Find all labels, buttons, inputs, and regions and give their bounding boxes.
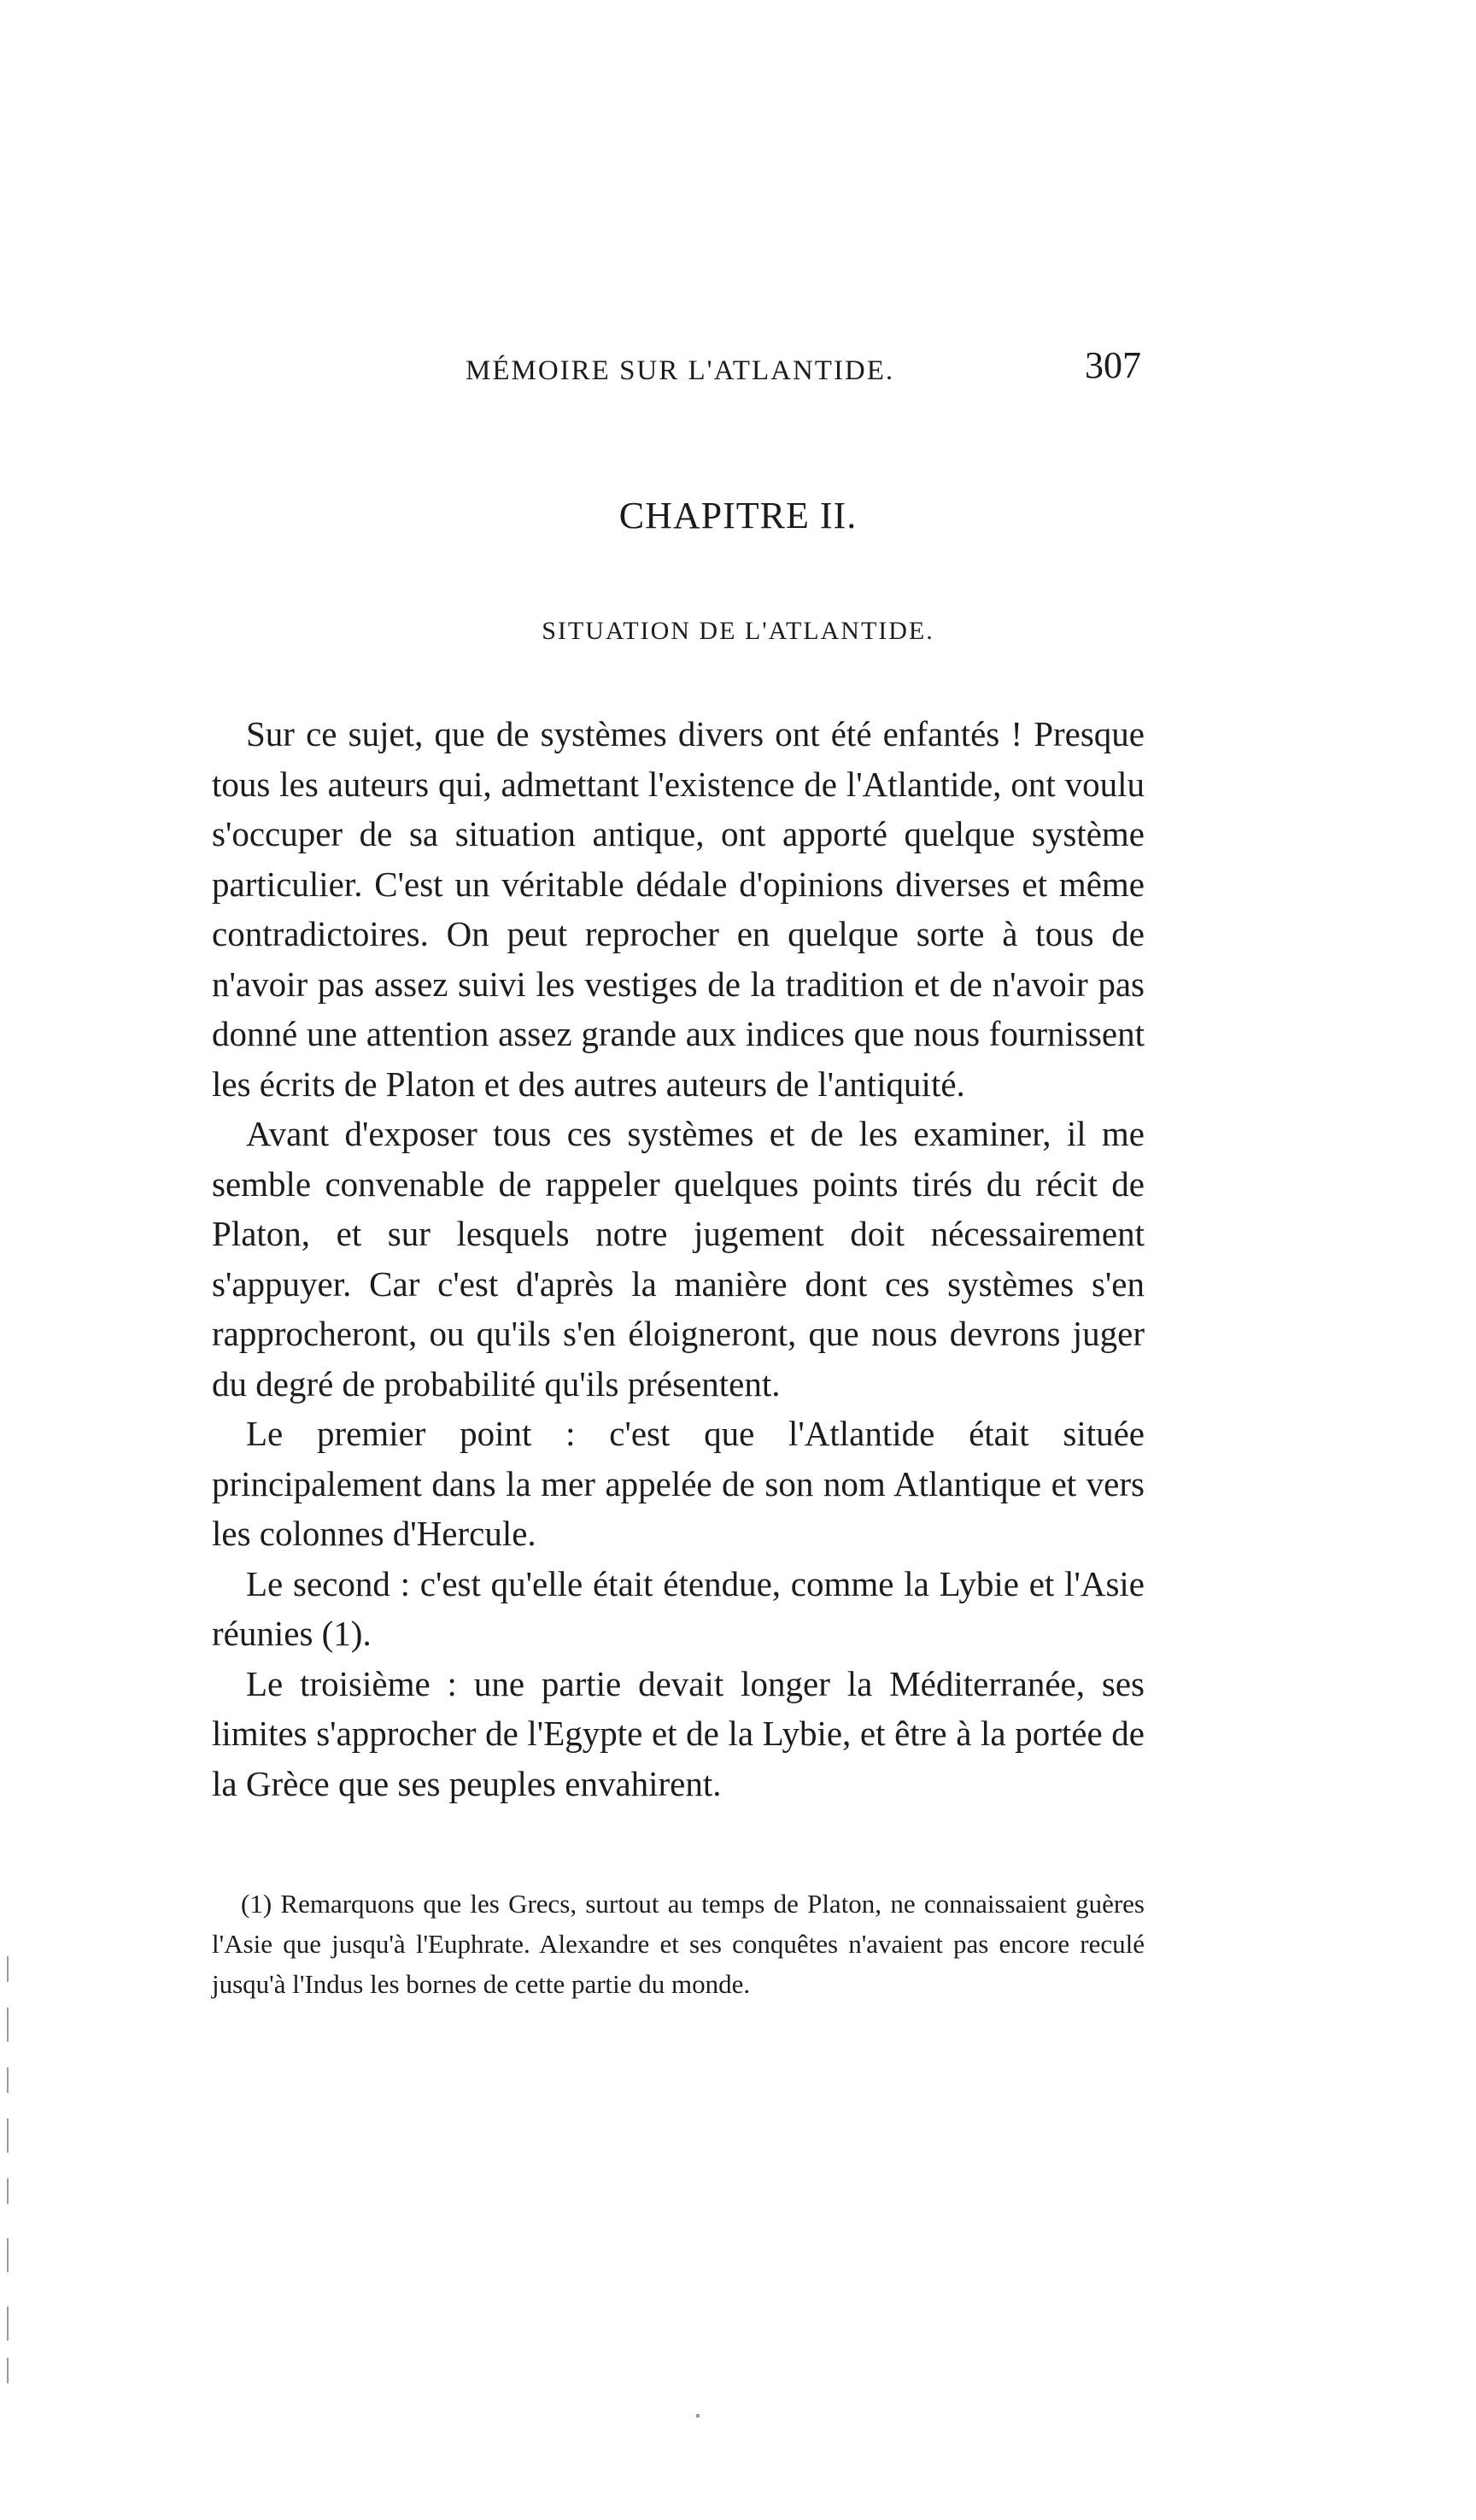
body-text (212, 709, 1145, 1808)
paragraph-5: Le troisième : une partie devait longer la Méditerranée, ses limites s'approcher de l'Egypte et de la Lybie, et être à la portée de la Grèce que ses peuples envahirent. (212, 1663, 1145, 1803)
scan-mark (7, 1956, 9, 1982)
scan-mark (7, 2358, 9, 2383)
page-number: 307 (1085, 344, 1141, 386)
paragraph-2: Avant d'exposer tous ces systèmes et de les examiner, il me semble convenable de rappeler quelques points tirés du récit de Platon, et sur lesquels notre jugement doit nécessairement s'appuyer. Car c'est d'après la manière dont ces systèmes s'en rapprocheront, ou qu'ils s'en éloigneront, que nous devrons juger du degré de probabilité qu'ils présentent. (212, 1114, 1145, 1404)
paragraph-1: Sur ce sujet, que de systèmes divers ont été enfantés ! Presque tous les auteurs qui, admettant l'existence de l'Atlantide, ont voulu s'occuper de sa situation antique, ont apporté quelque système particulier. C'est un véritable dédale d'opinions diverses et même contradictoires. On peut reprocher en quelque sorte à tous de n'avoir pas assez suivi les vestiges de la tradition et de n'avoir pas donné une attention assez grande aux indices que nous fournissent les écrits de Platon et des autres auteurs de l'antiquité. (212, 714, 1145, 1104)
scan-mark (7, 2067, 9, 2093)
scan-mark (7, 2119, 9, 2153)
scan-mark (7, 2306, 9, 2341)
paragraph-3: Le premier point : c'est que l'Atlantide était située principalement dans la mer appelée de son nom Atlantique et vers les colonnes d'Hercule. (212, 1414, 1145, 1553)
scan-mark (7, 2007, 9, 2042)
chapter-subtitle: SITUATION DE L'ATLANTIDE. (542, 617, 934, 645)
running-title: MÉMOIRE SUR L'ATLANTIDE. (466, 355, 895, 386)
scan-mark (7, 2238, 9, 2272)
footnote: (1) Remarquons que les Grecs, surtout au temps de Platon, ne connaissaient guères l'Asie que jusqu'à l'Euphrate. Alexandre et ses conquêtes n'avaient pas encore reculé jusqu'à l'Indus les bornes de cette partie du monde. (212, 1889, 1145, 1999)
scan-mark (696, 2414, 700, 2417)
chapter-title: CHAPITRE II. (618, 495, 858, 536)
scan-mark (7, 2178, 9, 2204)
running-head (466, 343, 1320, 395)
paragraph-4: Le second : c'est qu'elle était étendue, comme la Lybie et l'Asie réunies (1). (212, 1563, 1145, 1653)
